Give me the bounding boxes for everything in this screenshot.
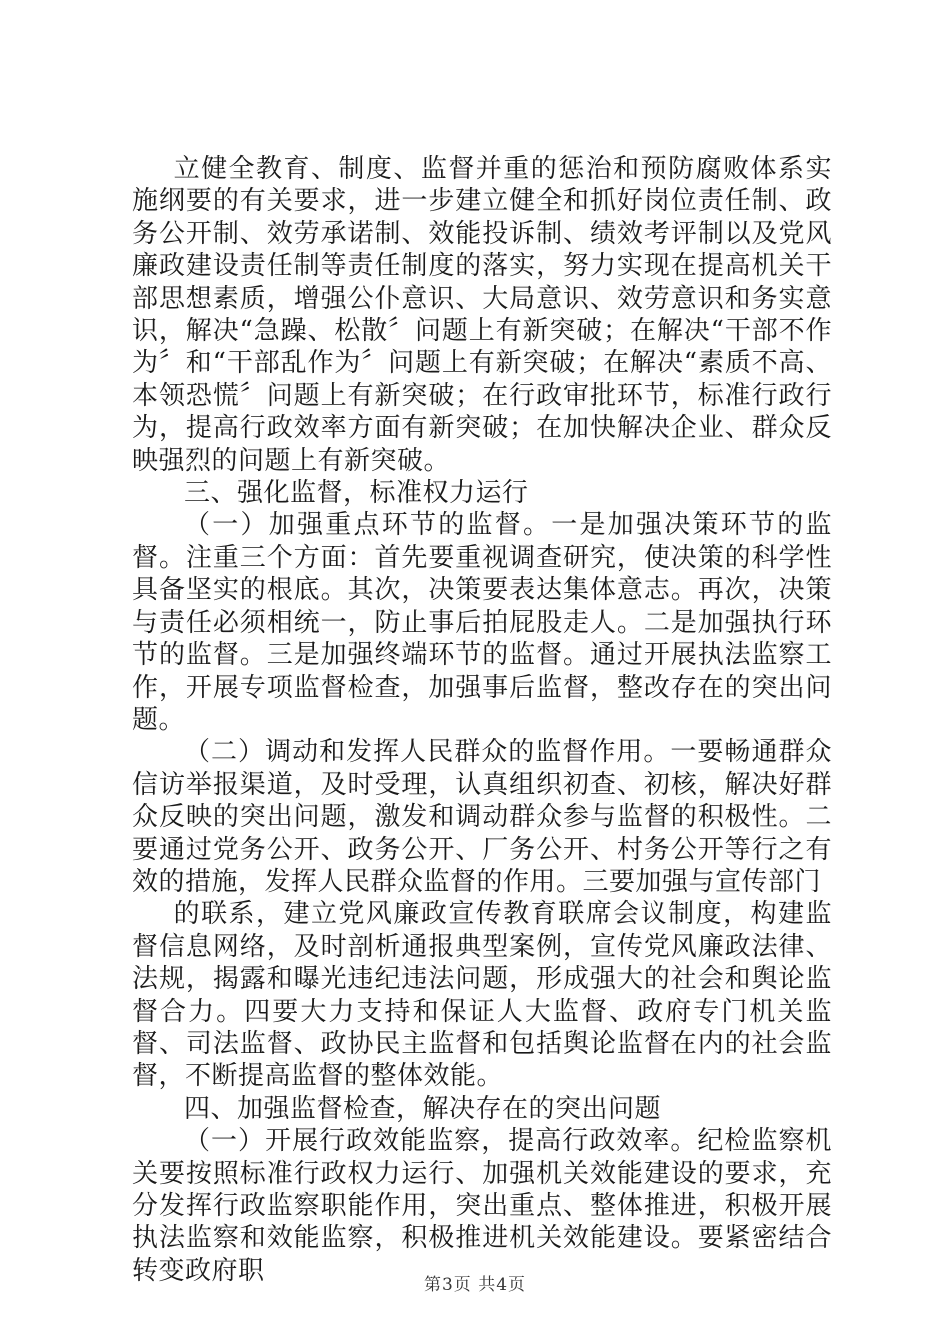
section-heading-4: 四、加强监督检查，解决存在的突出问题 [184, 1093, 662, 1124]
page-footer: 第3页 共4页 [423, 1275, 527, 1295]
paragraph-3-1: （一）加强重点环节的监督。一是加强决策环节的监督。注重三个方面：首先要重视调查研究，使决策的科学性具备坚实的根底。其次，决策要表达集体意志。再次，决策与责任必须相统一，防止事后拍屁股走人。二是加强执行环节的监督。三是加强终端环节的监督。通过开展执法监察工作，开展专项监督检查，加强事后监督，整改存在的突出问题。 [132, 510, 832, 735]
paragraph-3-2: （二）调动和发挥人民群众的监督作用。一要畅通群众信访举报渠道，及时受理，认真组织初查、初核，解决好群众反映的突出问题，激发和调动群众参与监督的积极性。二要通过党务公开、政务公开、厂务公开、村务公开等行之有效的措施，发挥人民群众监督的作用。三要加强与宣传部门 [132, 737, 832, 897]
section-heading-3: 三、强化监督，标准权力运行 [184, 478, 529, 509]
paragraph-1: 立健全教育、制度、监督并重的惩治和预防腐败体系实施纲要的有关要求，进一步建立健全和抓好岗位责任制、政务公开制、效劳承诺制、效能投诉制、绩效考评制以及党风廉政建设责任制等责任制度的落实，努力实现在提高机关干部思想素质，增强公仆意识、大局意识、效劳意识和务实意识，解决“急躁、松散〞问题上有新突破；在解决“干部不作为〞和“干部乱作为〞问题上有新突破；在解决“素质不高、本领恐慌〞问题上有新突破；在行政审批环节，标准行政行为，提高行政效率方面有新突破；在加快解决企业、群众反映强烈的问题上有新突破。 [132, 154, 832, 476]
paragraph-3-2-continued: 的联系，建立党风廉政宣传教育联席会议制度，构建监督信息网络，及时剖析通报典型案例，宣传党风廉政法律、法规，揭露和曝光违纪违法问题，形成强大的社会和舆论监督合力。四要大力支持和保证人大监督、政府专门机关监督、司法监督、政协民主监督和包括舆论监督在内的社会监督，不断提高监督的整体效能。 [132, 899, 832, 1092]
paragraph-4-1: （一）开展行政效能监察，提高行政效率。纪检监察机关要按照标准行政权力运行、加强机关效能建设的要求，充分发挥行政监察职能作用，突出重点、整体推进，积极开展执法监察和效能监察，积极推进机关效能建设。要紧密结合转变政府职 [132, 1126, 832, 1286]
document-body [132, 153, 832, 1287]
